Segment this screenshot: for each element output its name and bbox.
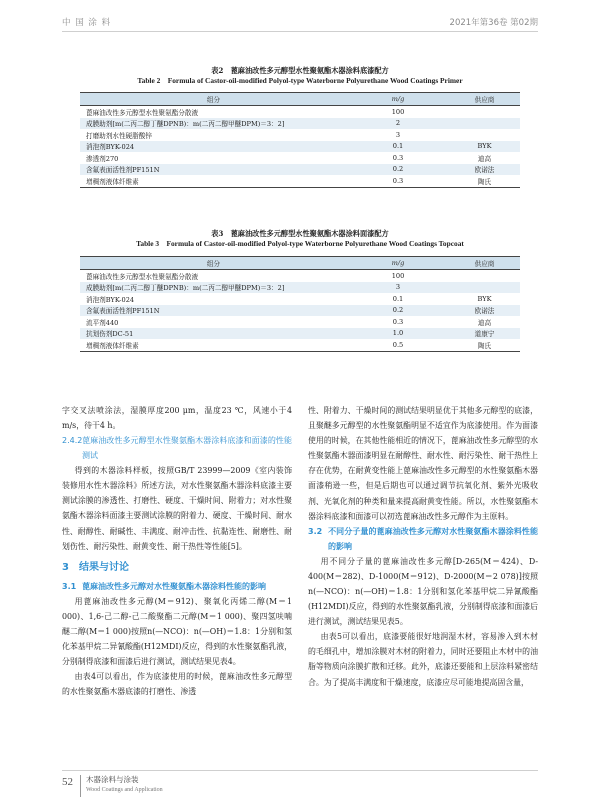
table-row [80,316,520,328]
cell-supplier [449,106,520,118]
cell-mass: 3 [395,130,401,139]
table2-title-cn: 表2 蓖麻油改性多元醇型水性聚氨酯木器涂料底漆配方 [211,66,389,75]
cell-supplier: 陶氏 [449,339,520,351]
journal-name: 中 国 涂 料 [62,18,112,28]
section-3-heading: 3 结果与讨论 [62,561,129,573]
table-row [80,118,520,130]
table-row [80,164,520,176]
cell-supplier: BYK [477,294,492,303]
cell-component: 消泡剂BYK-024 [80,141,347,153]
table3-title-en: Table 3 Formula of Castor-oil-modified Polyol-type Waterborne Polyurethane Wood Coatings Topcoat [136,239,464,248]
table-row [80,305,520,317]
cell-component: 蓖麻油改性多元醇型水性聚氨酯分散液 [86,108,199,117]
table-row [80,293,520,305]
section-3-2-heading [308,524,538,554]
col-header-mass: m/g [347,93,449,106]
cell-supplier [449,282,520,294]
table-row [80,270,520,282]
table3-title-cn: 表3 蓖麻油改性多元醇型水性聚氨酯木器涂料面漆配方 [211,229,389,238]
cell-supplier: 迪高 [477,318,492,327]
footer-journal [86,775,163,795]
cell-mass: 0.1 [347,141,449,153]
table-row [80,141,520,153]
paragraph: 性、附着力、干燥时间的测试结果明显优于其他多元醇型的底漆，且聚醚多元醇型的水性聚氨酯明显不适宜作为底漆使用。作为面漆使用的时候，在其他性能相近的情况下，蓖麻油改性多元醇型的水性聚氨酯木器面漆明显在耐醇性、耐水性、耐污染性、耐干热性上存在优势，在耐黄变性能上蓖麻油改性多元醇型的水性聚氨酯木器面漆稍逊一些，但是后期也可以通过调节抗氧化剂、紫外光吸收剂、光氧化剂的种类和量来提高耐黄变性能。所以，水性聚氨酯木器涂料底漆和面漆可以初选蓖麻油改性多元醇作为主原料。 [308,406,538,521]
cell-component: 蓖麻油改性多元醇型水性聚氨酯分散液 [86,272,199,281]
cell-mass: 0.5 [347,339,449,351]
right-column [308,403,538,690]
cell-component: 含氟表面活性剂PF151N [80,164,347,176]
table-row [80,152,520,164]
table-row [80,129,520,141]
footer-journal-cn: 木器涂料与涂装 [86,775,139,784]
cell-mass: 0.1 [392,294,404,303]
cell-component: 含氟表面活性剂PF151N [80,305,347,317]
footer-rule [62,770,538,771]
col-header-supplier: 供应商 [449,257,520,270]
section-title: 不同分子量的蓖麻油改性多元醇对水性聚氨酯木器涂料性能的影响 [328,526,538,551]
footer-divider [80,775,81,797]
cell-component: 成膜助剂[m(二丙二醇丁醚DPNB)：m(二丙二醇甲醚DPM)＝3：2] [80,282,347,294]
section-3-1-heading [62,579,292,594]
table-header-row [80,257,520,270]
table-row [80,175,520,187]
paragraph: 字交叉法喷涂法，湿膜厚度200 μm，温度23 ℃，风速小于4 m/s，待干4 h。 [62,406,292,431]
cell-supplier: 欧诺法 [449,164,520,176]
paragraph: 由表4可以看出，作为底漆使用的时候，蓖麻油改性多元醇型的水性聚氨酯木器底漆的打磨性、渗透 [62,672,292,697]
section-number: 3.2 [308,526,323,536]
cell-mass: 0.3 [347,175,449,187]
col-header-component: 组分 [80,93,347,106]
section-number: 2.4.2 [62,436,83,446]
col-header-component: 组分 [80,257,347,270]
cell-component: 打磨助剂水性硬脂酸锌 [86,131,152,140]
cell-mass: 0.3 [392,317,404,326]
page-number: 52 [62,776,73,788]
col-header-supplier: 供应商 [449,93,520,106]
section-2-4-2-heading [62,433,292,463]
cell-supplier: 欧诺法 [449,305,520,317]
table-row [80,339,520,351]
cell-component: 流平剂440 [86,318,119,327]
cell-mass: 100 [391,271,405,280]
section-title: 蓖麻油改性多元醇对水性聚氨酯木器涂料性能的影响 [82,581,266,591]
left-column [62,403,292,699]
cell-component: 抗划伤剂DC-51 [80,328,347,340]
section-number: 3.1 [62,581,77,591]
paragraph: 用蓖麻油改性多元醇(M＝912)、聚氧化丙烯二醇(M＝1 000)、1,6-己二醇-己二酸聚酯二元醇(M＝1 000)、聚四氢呋喃醚二醇(M＝1 000)按照n(—NCO)：n(—OH)＝1.8：1分别和氢化苯基甲烷二异氰酸酯(H12MDI)反应，得到的水性聚氨酯乳液，分别制得底漆和面漆后进行测试，测试结果见表4。 [62,596,292,667]
col-header-mass: m/g [347,257,449,270]
cell-supplier: 陶氏 [449,175,520,187]
cell-component: 增稠剂液体纤维素 [80,339,347,351]
cell-supplier: 迪高 [477,154,492,163]
cell-mass: 0.2 [347,305,449,317]
table-header-row [80,93,520,106]
paragraph: 得到的木器涂料样板，按照GB/T 23999—2009《室内装饰装修用水性木器涂料》所述方法，对水性聚氨酯木器涂料底漆主要测试涂膜的渗透性、打磨性、硬度、干燥时间、附着力；对水性聚氨酯木器涂料面漆主要测试涂膜的附着力、硬度、干燥时间、耐水性、耐醇性、耐碱性、丰满度、耐冲击性、抗黏连性、耐磨性、耐划伤性、耐污染性、耐黄变性、耐干热性等性能[5]。 [62,466,292,551]
cell-mass: 1.0 [347,328,449,340]
table-row [80,282,520,294]
cell-component: 消泡剂BYK-024 [86,295,135,304]
running-header [62,16,538,30]
table2-caption [62,66,538,86]
cell-component: 成膜助剂[m(二丙二醇丁醚DPNB)：m(二丙二醇甲醚DPM)＝3：2] [80,118,347,130]
table-row [80,328,520,340]
cell-component: 增稠剂液体纤维素 [80,175,347,187]
table-row [80,106,520,118]
table3 [80,256,520,352]
cell-supplier [449,118,520,130]
table3-caption [62,229,538,249]
paragraph: 用不同分子量的蓖麻油改性多元醇[D-265(M＝424)、D-400(M＝282)、D-1000(M＝912)、D-2000(M＝2 078)]按照n(—NCO)：n(—OH)＝1.8：1分别和氢化苯基甲烷二异氰酸酯(H12MDI)反应，得到的水性聚氨酯乳液，分别制得底漆和面漆后进行测试，测试结果见表5。 [308,556,538,627]
table2 [80,92,520,188]
section-title: 蓖麻油改性多元醇型水性聚氨酯木器涂料底漆和面漆的性能测试 [82,436,292,461]
cell-mass: 2 [347,118,449,130]
cell-supplier [449,270,520,282]
cell-supplier: 道康宁 [449,328,520,340]
cell-supplier: BYK [449,141,520,153]
footer-journal-en: Wood Coatings and Application [86,787,163,793]
cell-mass: 100 [391,107,405,116]
cell-mass: 0.3 [392,153,404,162]
cell-supplier [449,129,520,141]
cell-component: 渗透剂270 [86,154,119,163]
header-rule [62,31,538,32]
cell-mass: 3 [347,282,449,294]
table2-title-en: Table 2 Formula of Castor-oil-modified Polyol-type Waterborne Polyurethane Wood Coatings Primer [137,76,463,85]
issue-info: 2021年第36卷 第02期 [449,18,538,28]
paragraph: 由表5可以看出，底漆要能很好地润湿木材，容易渗入到木材的毛细孔中，增加涂膜对木材的附着力，同时还要阻止木材中的油脂等物质向涂膜扩散和迁移。此外，底漆还要能和上层涂料紧密结合。为了提高丰满度和干燥速度，底漆应尽可能地提高固含量， [308,632,538,687]
cell-mass: 0.2 [347,164,449,176]
